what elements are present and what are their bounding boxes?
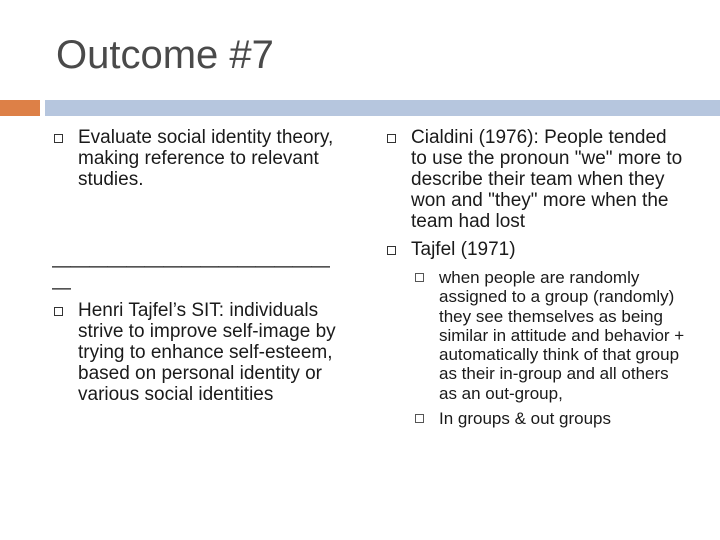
divider-line-end: — — [52, 278, 71, 299]
sub-bullet-random-assignment — [411, 268, 685, 403]
bullet-text: Henri Tajfel’s SIT: individuals strive to improve self-image by trying to enhance self-esteem, based on personal identity or various social identities — [78, 300, 336, 405]
bullet-tajfel-1971 — [385, 239, 685, 260]
sub-bullet-text: In groups & out groups — [439, 409, 612, 429]
bullet-text: Tajfel (1971) — [411, 239, 516, 260]
bullet-evaluate-sit — [52, 127, 362, 190]
right-column — [385, 127, 685, 428]
sub-bullet-groups — [411, 409, 685, 428]
square-bullet-icon — [387, 246, 396, 255]
bullet-cialdini — [385, 127, 685, 232]
bullet-tajfel-sit — [52, 300, 362, 405]
divider-line: ——————————————— — [52, 256, 330, 277]
left-column — [52, 127, 362, 405]
square-bullet-icon — [54, 307, 63, 316]
accent-bar-blue — [45, 100, 720, 116]
bullet-text: Cialdini (1976): People tended to use the pronoun "we" more to describe their team when they won and "they" more when the team had lost — [411, 127, 683, 232]
square-bullet-icon — [54, 134, 63, 143]
square-bullet-icon — [415, 414, 424, 423]
square-bullet-icon — [415, 273, 424, 282]
slide-title: Outcome #7 — [56, 33, 274, 77]
sub-bullet-text: when people are randomly assigned to a group (randomly) they see themselves as being similar in attitude and behavior + automatically think of that group as their in-group and all others as an out-group, — [439, 268, 685, 403]
accent-bar-orange — [0, 100, 40, 116]
bullet-text: Evaluate social identity theory, making reference to relevant studies. — [78, 127, 334, 190]
square-bullet-icon — [387, 134, 396, 143]
